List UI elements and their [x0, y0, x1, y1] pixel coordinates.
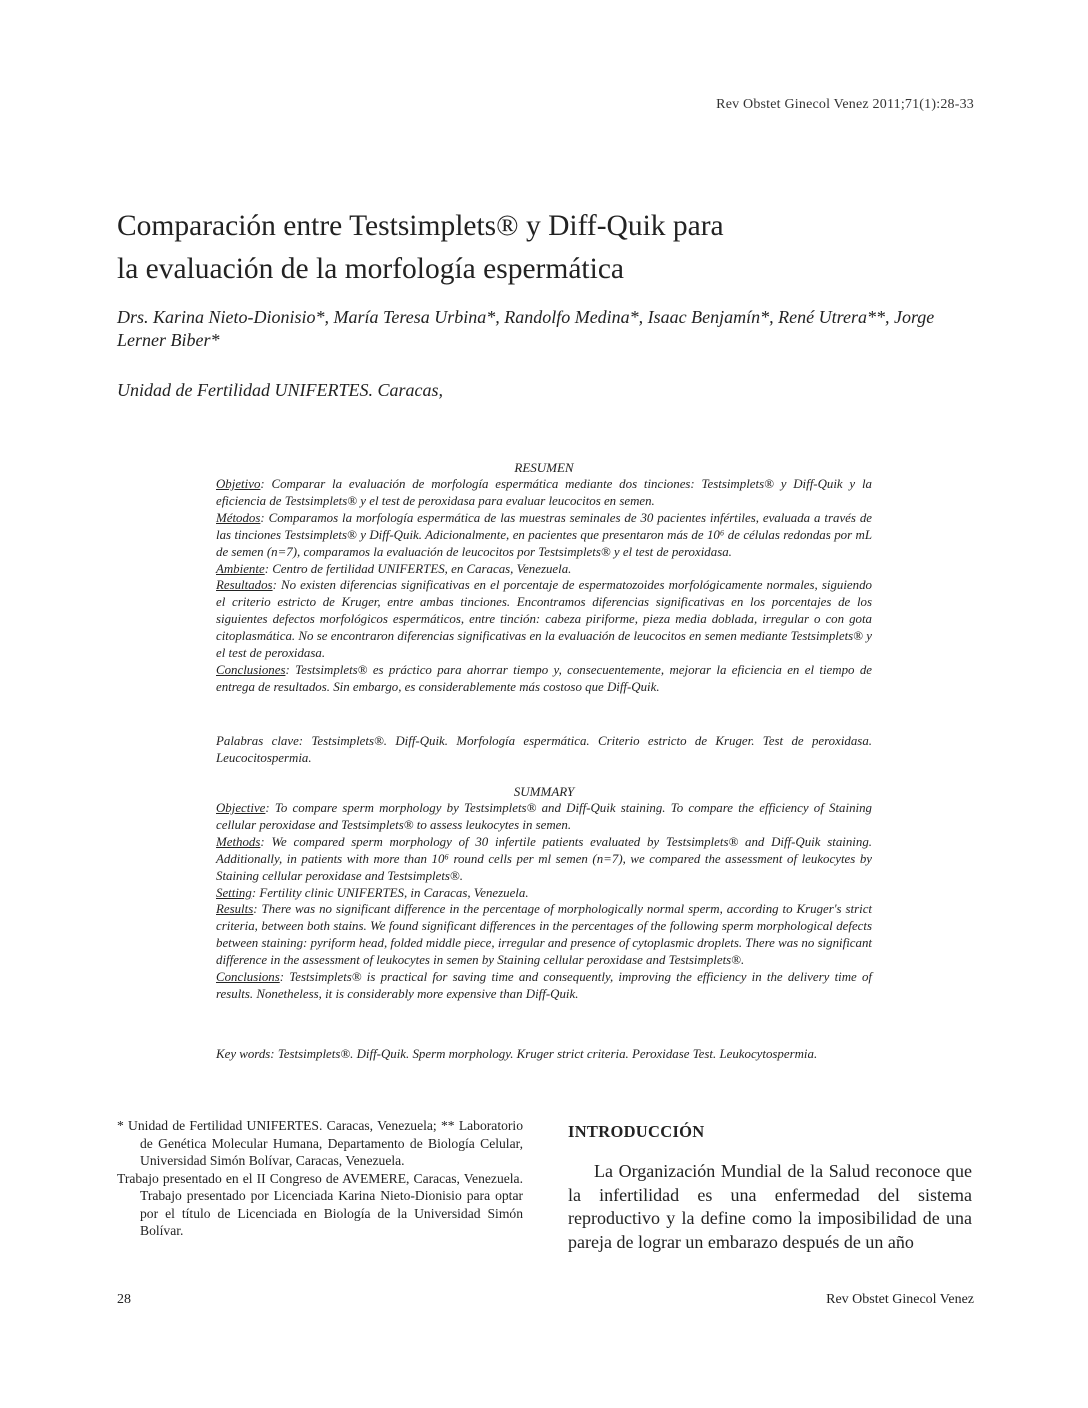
setting-text: : Fertility clinic UNIFERTES, in Caracas, Venezuela. [251, 885, 529, 900]
results-label: Results [216, 902, 254, 917]
title-line-1: Comparación entre Testsimplets® y Diff-Quik para [117, 210, 724, 242]
footnotes [117, 1117, 523, 1240]
resumen-ambiente [216, 561, 872, 578]
page-number: 28 [117, 1292, 131, 1307]
key-words-text: Key words: Testsimplets®. Diff-Quik. Sperm morphology. Kruger strict criteria. Peroxidase Test. Leukocytospermia. [216, 1047, 818, 1061]
methods-text: : We compared sperm morphology of 30 infertile patients evaluated by Testsimplets® and Diff-Quik staining. Additionally, in patients with more than 10⁶ round cells per ml semen (n=7), we compared the assessment of leukocytes by Staining cellular peroxidase and Testsimplets®. [216, 834, 872, 883]
running-footer: Rev Obstet Ginecol Venez [826, 1292, 974, 1307]
introduction-heading: INTRODUCCIÓN [568, 1122, 705, 1141]
palabras-clave-text: Palabras clave: Testsimplets®. Diff-Quik. Morfología espermática. Criterio estricto de Kruger. Test de peroxidasa. Leucocitospermia. [216, 734, 872, 765]
results-text: : There was no significant difference in the percentage of morphologically normal sperm, according to Kruger's strict criteria, between both stains. We found significant differences in the percentages of the following sperm morphological defects between staining: pyriform head, folded middle piece, irregular and presence of cytoplasmic droplets. There was no significant difference in the assessment of leukocytes in semen by Staining cellular peroxidase and Testsimplets®. [216, 902, 872, 968]
resultados-label: Resultados [216, 578, 273, 593]
resumen-resultados [216, 577, 872, 662]
ambiente-label: Ambiente [216, 561, 265, 576]
summary-setting [216, 885, 872, 902]
summary-conclusions [216, 969, 872, 1003]
ambiente-text: : Centro de fertilidad UNIFERTES, en Caracas, Venezuela. [264, 561, 572, 576]
conclusiones-text: : Testsimplets® es práctico para ahorrar tiempo y, consecuentemente, mejorar la eficiencia en el tiempo de entrega de resultados. Sin embargo, es considerablemente más costoso que Diff-Quik. [216, 662, 872, 694]
journal-citation: Rev Obstet Ginecol Venez 2011;71(1):28-33 [716, 97, 974, 112]
key-words [216, 1046, 872, 1063]
objetivo-label: Objetivo [216, 477, 261, 491]
objective-text: : To compare sperm morphology by Testsimplets® and Diff-Quik staining. To compare the efficiency of Staining cellular peroxidase and Testsimplets® to assess leukocytes in semen. [216, 801, 872, 832]
conclusions-label: Conclusions [216, 970, 280, 985]
affiliation: Unidad de Fertilidad UNIFERTES. Caracas, [117, 380, 443, 400]
methods-label: Methods [216, 834, 261, 849]
article-title [117, 205, 977, 291]
author-list: Drs. Karina Nieto-Dionisio*, María Teresa Urbina*, Randolfo Medina*, Isaac Benjamín*, René Utrera**, Jorge Lerner Biber* [117, 307, 935, 350]
summary-methods [216, 834, 872, 885]
summary-section [216, 783, 872, 1003]
introduction-body [568, 1160, 972, 1254]
objective-label: Objective [216, 801, 266, 815]
footnote-presentation: Trabajo presentado en el II Congreso de AVEMERE, Caracas, Venezuela. Trabajo presentado por Licenciada Karina Nieto-Dionisio para optar por el título de Licenciada en Biología de la Universidad Simón Bolívar. [117, 1170, 523, 1238]
resumen-section [216, 459, 872, 696]
resumen-metodos [216, 510, 872, 561]
resumen-conclusiones [216, 662, 872, 696]
metodos-label: Métodos [216, 510, 261, 525]
footnote-affiliations: * Unidad de Fertilidad UNIFERTES. Caracas, Venezuela; ** Laboratorio de Genética Molecular Humana, Departamento de Biología Celular, Universidad Simón Bolívar, Caracas, Venezuela. [117, 1118, 523, 1168]
conclusiones-label: Conclusiones [216, 662, 286, 677]
summary-results [216, 901, 872, 969]
summary-objective [216, 800, 872, 834]
metodos-text: : Comparamos la morfología espermática de las muestras seminales de 30 pacientes infértiles, evaluada a través de las tinciones Testsimplets® y Diff-Quik. Adicionalmente, en pacientes que presentaron más de 10⁶ de células redondas por mL de semen (n=7), comparamos la evaluación de leucocitos por Testsimplets® y el test de peroxidasa. [216, 510, 872, 559]
summary-heading: SUMMARY [513, 784, 575, 799]
title-line-2: la evaluación de la morfología espermática [117, 253, 625, 285]
resumen-heading: RESUMEN [514, 460, 574, 475]
conclusions-text: : Testsimplets® is practical for saving time and consequently, improving the efficiency in the delivery time of results. Nonetheless, it is considerably more expensive than Diff-Quik. [216, 970, 872, 1001]
setting-label: Setting [216, 885, 252, 900]
resumen-objetivo [216, 476, 872, 510]
introduction-paragraph: La Organización Mundial de la Salud reconoce que la infertilidad es una enfermedad del sistema reproductivo y la define como la imposibilidad de una pareja de lograr un embarazo después de un año [568, 1161, 972, 1252]
palabras-clave [216, 733, 872, 767]
resultados-text: : No existen diferencias significativas en el porcentaje de espermatozoides morfológicamente normales, siguiendo el criterio estricto de Kruger, entre ambas tinciones. Encontramos diferencias significativas en los porcentajes de los siguientes defectos morfológicos espermáticos, entre tinción: cabeza piriforme, pieza media doblada, irregular o con gota citoplasmática. No se encontraron diferencias significativas en la evaluación de leucocitos en semen mediante Testsimplets® y el test de peroxidasa. [216, 578, 872, 661]
objetivo-text: : Comparar la evaluación de morfología espermática mediante dos tinciones: Testsimplets® y Diff-Quik y la eficiencia de Testsimplets® y el test de peroxidasa para evaluar leucocitos en semen. [216, 477, 872, 508]
